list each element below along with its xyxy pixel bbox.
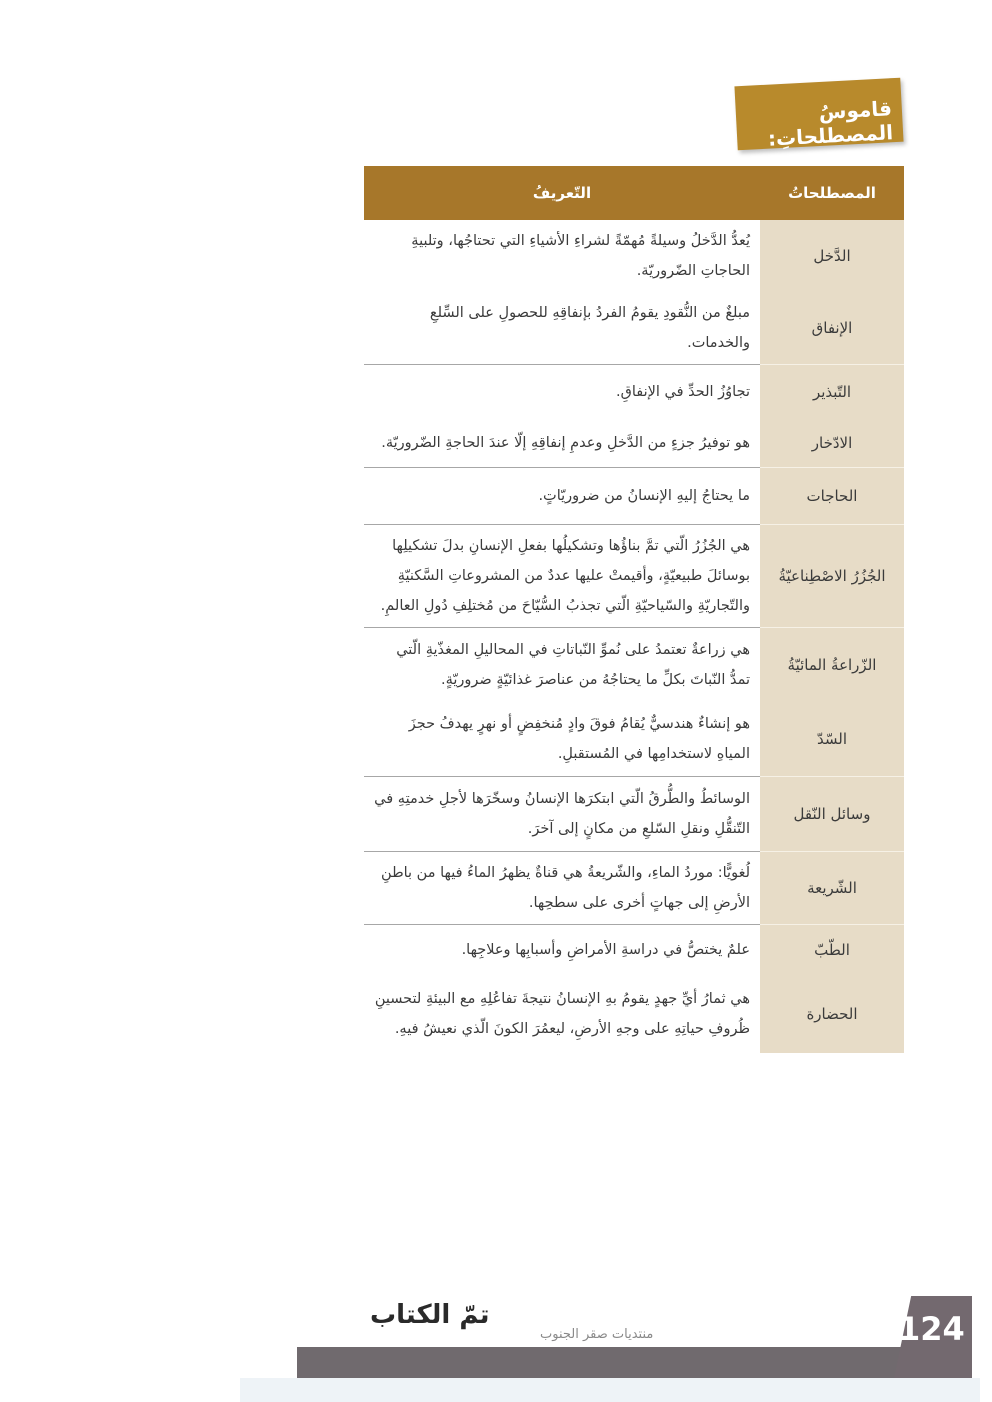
table-header-row [364,166,904,220]
forum-watermark: منتديات صقر الجنوب [540,1327,654,1342]
glossary-title-banner [734,78,903,151]
page-number: 124 [898,1310,965,1348]
book-end-title: تمّ الكتاب [370,1300,490,1330]
term-cell: وسائل النّقل [760,777,904,852]
definition-cell: هي الجُزُرُ الّتي تمَّ بناؤُها وتشكيلُها بفعلِ الإنسانِ بدلَ تشكيلِها بوسائلَ طبيعيّةٍ، وأقيمتْ عليها عددٌ من المشروعاتِ السَّكنيّةِ والتّجاريّةِ والسّياحيّةِ الّتي تجذبُ السُّيّاحَ من مُختلِفِ دُولِ العالمِ. [364,525,760,628]
table-row [364,777,904,852]
table-row [364,419,904,468]
table-row [364,702,904,777]
footer-bar [297,1347,933,1378]
glossary-table [364,166,904,1053]
definition-cell: ما يحتاجُ إليهِ الإنسانُ من ضروريّاتٍ. [364,468,760,525]
definition-cell: تجاوُزُ الحدِّ في الإنفاقِ. [364,365,760,420]
table-row [364,365,904,420]
definition-cell: هو إنشاءٌ هندسيٌّ يُقامُ فوقَ وادٍ مُنخفِضٍ أو نهرٍ يهدفُ حجزَ المياهِ لاستخدامِها في المُستقبلِ. [364,702,760,777]
term-cell: الجُزُرُ الاصْطِناعيّةُ [760,525,904,628]
definition-cell: الوسائطُ والطُّرقُ الّتي ابتكرَها الإنسانُ وسخّرَها لأجلِ خدمتِهِ في التّنقُّلِ ونقلِ السّلعِ من مكانٍ إلى آخرَ. [364,777,760,852]
term-cell: السّدّ [760,702,904,777]
term-cell: الدَّخل [760,220,904,292]
glossary-title: قاموسُ المصطلحاتِ: [767,96,894,151]
term-cell: الطّبّ [760,925,904,976]
term-cell: التّبذير [760,365,904,420]
term-cell: الشّريعة [760,852,904,925]
definition-cell: هو توفيرُ جزءٍ من الدَّخلِ وعدمِ إنفاقِهِ إلّا عندَ الحاجةِ الضّروريّة. [364,419,760,468]
table-row [364,628,904,703]
term-cell: الزّراعةُ المائيّةُ [760,628,904,703]
table-row [364,292,904,365]
definition-cell: مبلغٌ من النُّقودِ يقومُ الفردُ بإنفاقِهِ للحصولِ على السِّلعِ والخدمات. [364,292,760,365]
column-header-definition: التّعريفُ [364,166,760,220]
term-cell: الادّخار [760,419,904,468]
table-row [364,220,904,292]
definition-cell: علمٌ يختصُّ في دراسةِ الأمراضِ وأسبابِها وعلاجِها. [364,925,760,976]
definition-cell: يُعدُّ الدَّخلُ وسيلةً مُهمّةً لشراءِ الأشياءِ التي تحتاجُها، وتلبيةِ الحاجاتِ الضّروريّة. [364,220,760,292]
page-bottom-strip [240,1378,980,1402]
table-row [364,525,904,628]
column-header-term: المصطلحاتُ [760,166,904,220]
term-cell: الحاجات [760,468,904,525]
definition-cell: لُغويًّا: موردُ الماءِ، والشّريعةُ هي قناةٌ يظهرُ الماءُ فيها من باطنِ الأرضِ إلى جهاتٍ أخرى على سطحِها. [364,852,760,925]
table-row [364,852,904,925]
definition-cell: هي زراعةٌ تعتمدُ على نُموِّ النّباتاتِ في المحاليلِ المغذّيةِ الّتي تمدُّ النّباتَ بكلِّ ما يحتاجُهُ من عناصرَ غذائيّةٍ ضروريّةٍ. [364,628,760,703]
table-row [364,975,904,1053]
term-cell: الحضارة [760,975,904,1053]
table-row [364,925,904,976]
term-cell: الإنفاق [760,292,904,365]
table-row [364,468,904,525]
definition-cell: هي ثمارُ أيِّ جهدٍ يقومُ بهِ الإنسانُ نتيجةَ تفاعُلِهِ مع البيئةِ لتحسينِ ظُروفِ حياتِهِ على وجهِ الأرضِ، ليعمُرَ الكونَ الّذي نعيشُ فيهِ. [364,975,760,1053]
